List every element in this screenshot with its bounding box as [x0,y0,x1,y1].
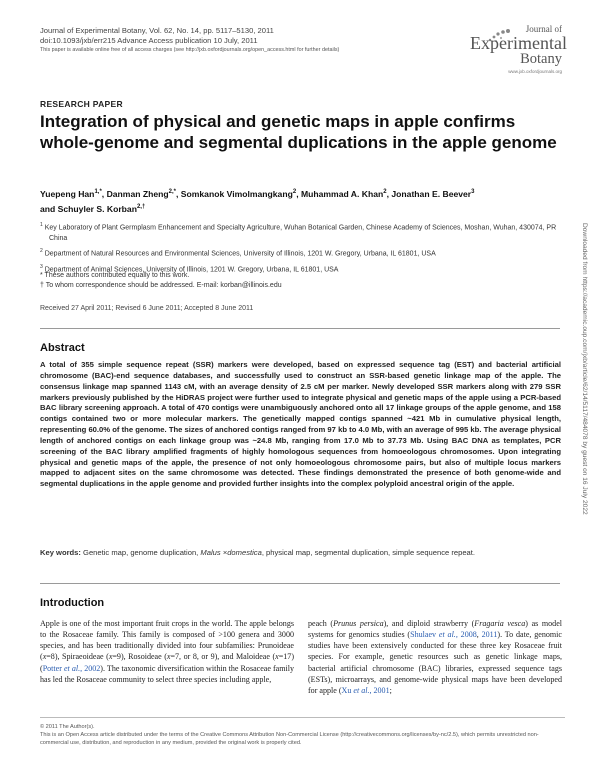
affiliation [40,220,570,244]
introduction-right-column [308,618,562,696]
author-notes [40,271,570,291]
citation-link[interactable]: 2011 [481,630,498,640]
citation-link[interactable]: et al. [438,630,456,640]
logo-line-1: Journal of [525,24,562,34]
author-mark: 2,* [168,189,176,195]
keywords-before: Genetic map, genome duplication, [80,548,201,557]
author-name: Danman Zheng [106,188,169,199]
logo-line-2: Experimental [470,33,567,53]
keywords-species: Malus ×domestica [200,548,262,557]
author-mark: 3 [471,189,475,195]
article-title: Integration of physical and genetic maps in apple confirms whole-genome and segmental duplications in the apple genome [40,112,557,152]
author-mark: 1,* [94,189,102,195]
journal-logo[interactable] [470,24,567,74]
divider [40,583,560,584]
author-mark: 2 [383,189,387,195]
footer [40,723,565,747]
article-dates: Received 27 April 2011; Revised 6 June 2011; Accepted 8 June 2011 [40,305,254,312]
section-label: RESEARCH PAPER [40,99,123,109]
body-text: x [275,652,279,662]
affiliation [40,246,570,260]
author-name: Jonathan E. Beever [391,188,472,199]
body-text: ). The taxonomic diversification within the Rosaceae family has led the Rosaceae community to select three species including apple, [40,663,295,684]
doi-line[interactable]: doi:10.1093/jxb/err215 Advance Access publication 10 July, 2011 [40,36,258,45]
introduction-heading: Introduction [40,597,105,609]
author-list: Yuepeng Han$^{1,*}$, Danman Zheng$^{2,*}$, Somkanok Vimolmangkang$^2$, Muhammad A. Khan$^2$, Jonathan E. Beever$^3$ and Schuyler S. Korban$^{2,\dagger}$ [40,188,475,214]
body-text: , [476,630,482,640]
author-mark: 2,† [136,203,146,210]
citation-link[interactable]: , 2008 [455,630,477,640]
citation-link[interactable]: et al. [353,685,370,695]
correspondence-note: † To whom correspondence should be addressed. E-mail: korban@illinois.edu [40,282,282,289]
body-text: x [42,652,47,662]
journal-citation: Journal of Experimental Botany, Vol. 62, No. 14, pp. 5117–5130, 2011 [40,26,274,35]
author-name: Muhammad A. Khan [300,188,384,199]
body-text: Apple is one of the most important fruit crops in the world. The apple belongs to the Rosaceae family. This family is composed of >100 genera and 3000 species, and has been traditionally divided into four subfamilies: Prunoideae ( [40,619,294,662]
citation-link[interactable]: , 2001 [369,685,390,695]
body-text: =17) ( [40,652,294,673]
affiliation-list [40,220,570,278]
abstract-text: A total of 355 simple sequence repeat (SSR) markers were developed, based on expressed sequence tag (EST) and bacterial artificial chromosome (BAC)-end sequence databases, and successfully used to construct an SSR-based genetic linkage map of the apple. The consensus linkage map spanned 1143 cM, with an average density of 2.5 cM per marker. Newly developed SSR markers along with 279 SSR markers previously published by the HiDRAS project were further used to integrate physical and genetic maps of the apple using a PCR-based BAC library screening approach. A total of 470 contigs were unambiguously anchored onto all 17 linkage groups of the apple genome, and 158 contigs contained two or more molecular markers. The genetically mapped contigs spanned ~421 Mb in cumulative physical length, representing 60.0% of the genome. The sizes of anchored contigs ranged from 97 kb to 4.0 Mb, with an average of 995 kb. The average physical length of anchored contigs on each linkage group was ~24.8 Mb, ranging from 17.0 Mb to 37.73 Mb. Using BAC DNA as templates, PCR screening of the BAC library amplified fragments of highly homologous sequences from homoeologous chromosomes. Upon integrating physical and genetic maps of the apple, the presence of not only homoeologous chromosome pairs, but also of multiple locus markers mapped to adjacent sites on the same chromosome was detected. These findings demonstrated the presence of both genome-wide and segmental duplications in the apple genome and provided further insights into the complex polyploid ancestral origin of the apple. [40,360,561,489]
citation-link[interactable]: , 2002 [80,663,101,673]
download-sidebar [580,223,592,588]
affiliation-number: 2 [40,248,43,255]
affiliation-number: 1 [40,222,43,228]
logo-line-3: Botany [520,51,562,67]
journal-header [40,26,440,54]
affiliation-text: Department of Natural Resources and Environmental Sciences, University of Illinois, 1201 W. Gregory, Urbana, IL 61801, USA [42,250,436,258]
body-text: =9), Rosoideae ( [112,652,167,662]
citation-link[interactable]: Shulaev [410,630,439,640]
body-text: =7, or 8, or 9), and Maloideae ( [170,652,276,662]
divider [40,328,560,329]
download-notice: Downloaded from https://academic.oup.com/jxb/article/62/14/5117/484078 by guest on 16 July 2022 [581,223,588,515]
copyright: © 2011 The Author(s). [40,724,95,730]
abstract-heading: Abstract [40,342,85,354]
body-text: ) as model systems for genomics studies ( [308,619,563,640]
keywords-label: Key words: [40,548,81,557]
body-text: peach ( [308,619,334,628]
divider [40,717,565,718]
body-text: Prunus persica [333,619,384,628]
affiliation-text: Department of Animal Sciences, University of Illinois, 1201 W. Gregory, Urbana, IL 61801, USA [42,266,339,274]
body-text: Fragaria vesca [474,619,526,628]
body-text: ). To date, genomic studies have been extensively conducted for these three key Rosaceae fruit species. For example, genetic resources such as genetic linkage maps, bacterial artificial chromosome (BAC) libraries, expressed sequence tags (ESTs), microarrays, and genome-wide physical maps have been developed for apple ( [308,630,562,695]
equal-contribution-note: * These authors contributed equally to this work. [40,272,190,279]
keywords-after: , physical map, segmental duplication, simple sequence repeat. [261,548,475,557]
author-name: and Schuyler S. Korban [40,203,137,214]
body-text: x [166,652,171,662]
citation-link[interactable]: Potter [42,663,64,673]
logo-url[interactable]: www.jxb.oxfordjournals.org [508,69,562,74]
license-text: This is an Open Access article distributed under the terms of the Creative Commons Attribution Non-Commercial License (http://creativecommons.org/licenses/by-nc/2.5), which permits unrestricted non-commercial use, distribution, and reproduction in any medium, provided the original work is properly cited. [40,732,539,746]
author-mark: 2 [292,189,297,195]
body-text: =8), Spiraeoideae ( [46,652,109,662]
author-name: Yuepeng Han [40,188,95,199]
introduction-left-column [40,618,294,685]
body-text: ; [389,685,392,695]
citation-link[interactable]: et al. [63,663,81,673]
affiliation-number: 3 [40,264,43,271]
affiliation-text: Key Laboratory of Plant Germplasm Enhancement and Specialty Agriculture, Wuhan Botanical Garden, Chinese Academy of Sciences, Moshan, Wuhan, 430074, PR China [42,224,557,242]
body-text: x [108,652,113,662]
open-access-note: This paper is available online free of all access charges (see http://jxb.oxfordjournals.org/open_access.html for further details) [40,47,340,53]
body-text: ), and diploid strawberry ( [383,619,475,628]
author-name: Somkanok Vimolmangkang [180,188,293,199]
citation-link[interactable]: Xu [341,685,354,695]
keywords [40,547,561,558]
